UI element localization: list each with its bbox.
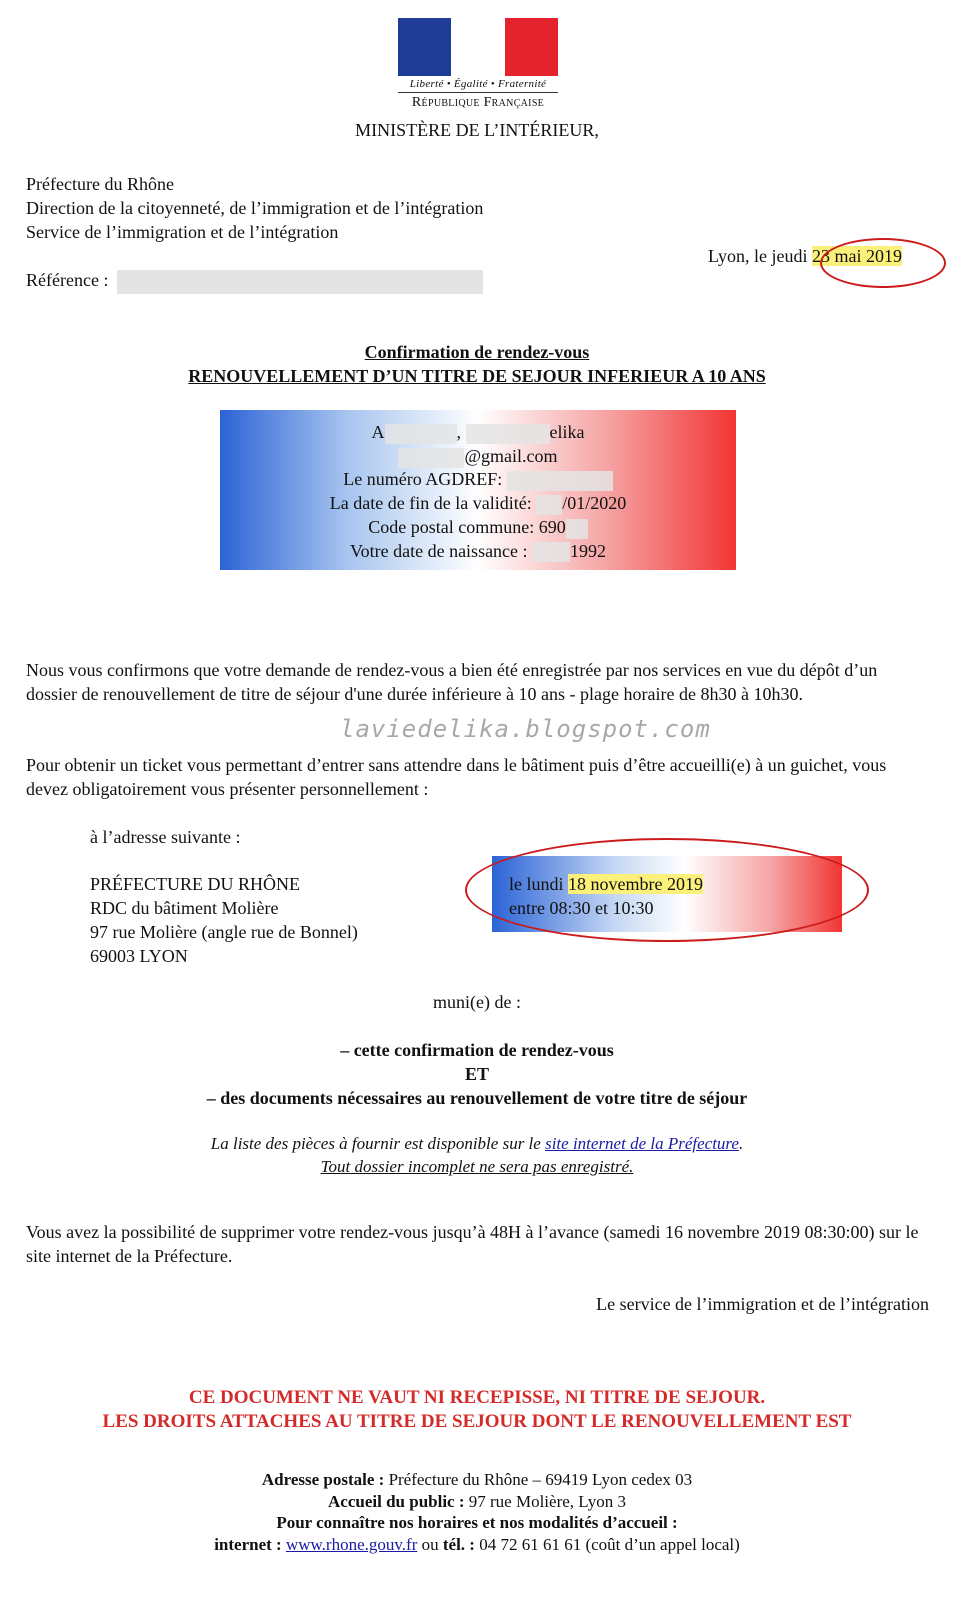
logo-motto: Liberté • Égalité • Fraternité — [409, 78, 547, 90]
muni-label: muni(e) de : — [433, 992, 521, 1012]
address-line: PRÉFECTURE DU RHÔNE — [90, 874, 301, 894]
marianne-flag-icon — [398, 18, 558, 76]
republique-logo — [398, 18, 558, 111]
required-documents — [0, 1038, 954, 1110]
appointment-time: entre 08:30 et 10:30 — [509, 898, 654, 918]
logo-republic: République Française — [411, 95, 545, 110]
title-line: Confirmation de rendez-vous — [364, 342, 590, 362]
redacted-field — [507, 471, 613, 491]
warning-line: LES DROITS ATTACHES AU TITRE DE SEJOUR DONT LE RENOUVELLEMENT EST — [102, 1411, 852, 1432]
footer-public: Accueil du public : 97 rue Molière, Lyon 3 — [328, 1491, 626, 1511]
identity-agdref: Le numéro AGDREF: — [220, 468, 736, 492]
rhone-website-link[interactable]: www.rhone.gouv.fr — [285, 1534, 418, 1554]
redacted-field — [466, 424, 550, 444]
redacted-field — [536, 495, 562, 515]
identity-postal: Code postal commune: 690 — [220, 516, 736, 540]
legal-warning — [0, 1386, 954, 1434]
address-block — [90, 872, 358, 968]
list-text: La liste des pièces à fournir est disponible sur le — [210, 1134, 541, 1153]
required-item: – cette confirmation de rendez-vous — [340, 1040, 614, 1060]
confirmation-paragraph: Nous vous confirmons que votre demande de rendez-vous a bien été enregistrée par nos services en vue du dépôt d’un dossier de renouvellement de titre de séjour d'une durée inférieure à 10 ans - plage horaire de 8h30 à 10h30. — [26, 660, 878, 704]
sender-line: Préfecture du Rhône — [26, 174, 174, 194]
warning-line: CE DOCUMENT NE VAUT NI RECEPISSE, NI TITRE DE SEJOUR. — [188, 1387, 766, 1408]
identity-name: A , elika — [371, 422, 585, 442]
prefecture-site-link[interactable]: site internet de la Préfecture — [545, 1134, 739, 1153]
sender-block — [26, 172, 483, 244]
ministry-title: MINISTÈRE DE L’INTÉRIEUR, — [355, 120, 599, 140]
footer-postal: Adresse postale : Préfecture du Rhône – 69419 Lyon cedex 03 — [261, 1470, 693, 1489]
footer — [0, 1469, 954, 1555]
redacted-field — [385, 424, 457, 444]
redacted-field — [398, 448, 464, 468]
annotation-circle — [820, 238, 946, 288]
cancel-paragraph: Vous avez la possibilité de supprimer votre rendez-vous jusqu’à 48H à l’avance (samedi 16 novembre 2019 08:30:00) sur le site internet de la Préfecture. — [26, 1222, 919, 1266]
letter-date: 23 mai 2019 — [811, 246, 902, 266]
reference-label: Référence : — [26, 270, 109, 290]
redacted-field — [532, 542, 570, 562]
address-intro: à l’adresse suivante : — [90, 827, 241, 847]
blog-watermark: laviedelika.blogspot.com — [340, 715, 711, 743]
document-title — [0, 340, 954, 388]
documents-note: La liste des pièces à fournir est disponible sur le site internet de la Préfecture. Tout dossier incomplet ne sera pas enregistré. — [0, 1132, 954, 1178]
identity-validity: La date de fin de la validité: /01/2020 — [329, 493, 627, 514]
footer-contact: internet : www.rhone.gouv.fr ou tél. : 04 72 61 61 61 (coût d’un appel local) — [214, 1534, 740, 1554]
appointment-date: 18 novembre 2019 — [568, 874, 703, 894]
identity-email: @gmail.com — [220, 445, 736, 469]
sender-line: Service de l’immigration et de l’intégration — [26, 222, 339, 242]
address-line: RDC du bâtiment Molière — [90, 898, 279, 918]
identity-birth: Votre date de naissance : 1992 — [349, 540, 607, 561]
incomplete-warning: Tout dossier incomplet ne sera pas enregistré. — [320, 1157, 634, 1176]
ticket-paragraph: Pour obtenir un ticket vous permettant d’entrer sans attendre dans le bâtiment puis d’être accueilli(e) à un guichet, vous devez obligatoirement vous présenter personnellement : — [26, 755, 887, 799]
address-line: 97 rue Molière (angle rue de Bonnel) — [90, 922, 358, 942]
title-line: RENOUVELLEMENT D’UN TITRE DE SEJOUR INFERIEUR A 10 ANS — [188, 366, 766, 386]
footer-hours: Pour connaître nos horaires et nos modalités d’accueil : — [276, 1513, 678, 1532]
address-line: 69003 LYON — [90, 946, 188, 966]
date-prefix: Lyon, le jeudi — [708, 246, 808, 266]
annotation-circle — [465, 838, 869, 942]
reference-row — [26, 268, 483, 294]
redacted-reference — [117, 270, 483, 294]
sender-line: Direction de la citoyenneté, de l’immigration et de l’intégration — [26, 198, 484, 218]
signature: Le service de l’immigration et de l’intégration — [596, 1294, 929, 1314]
redacted-field — [566, 519, 588, 539]
required-et: ET — [464, 1064, 489, 1084]
identity-box — [220, 410, 736, 570]
required-item: – des documents nécessaires au renouvellement de votre titre de séjour — [206, 1088, 748, 1108]
appointment-date-line: le lundi 18 novembre 2019 — [509, 874, 703, 894]
